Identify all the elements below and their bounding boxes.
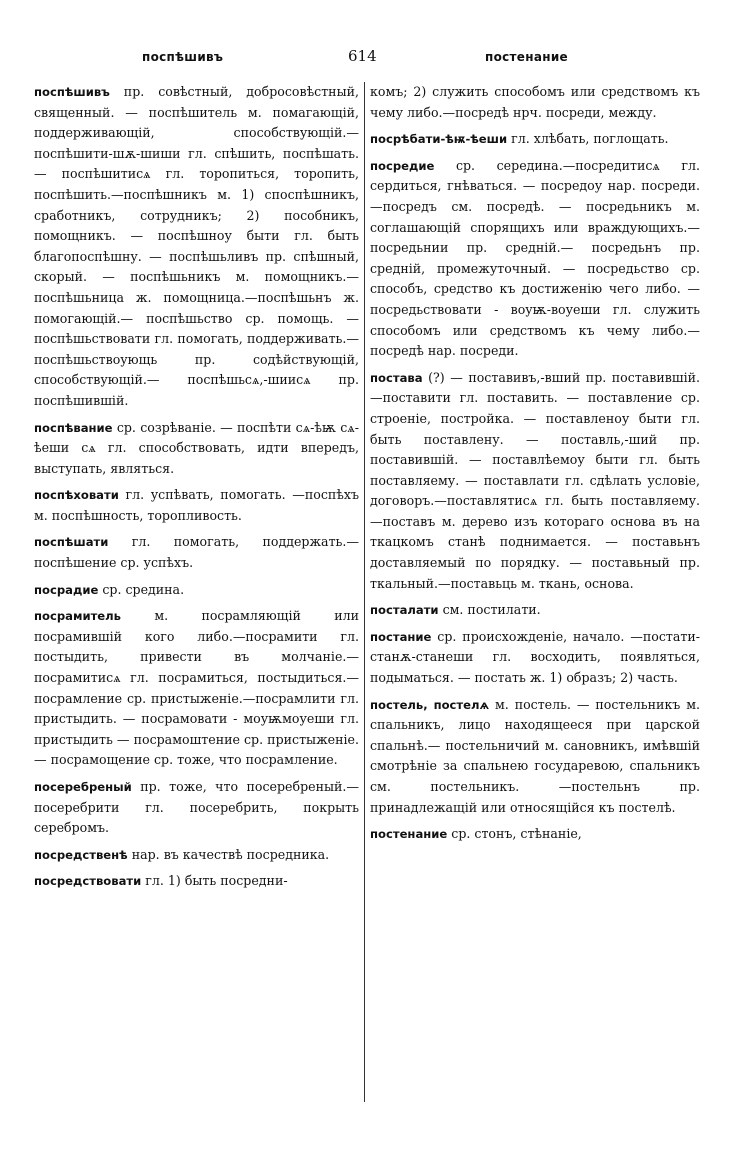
dictionary-entry — [370, 627, 700, 689]
entry-headword: посрѣбати-ѣѭ-ѣеши — [370, 132, 508, 147]
left-column — [34, 82, 359, 898]
dictionary-entry — [34, 418, 359, 480]
entry-headword: поспѣвание — [34, 420, 113, 435]
dictionary-entry — [34, 532, 359, 573]
dictionary-entry — [34, 485, 359, 526]
entry-headword: посредственѣ — [34, 847, 128, 862]
entry-definition: см. постилати. — [438, 602, 541, 618]
dictionary-entry — [370, 368, 700, 595]
page-number: 614 — [348, 47, 377, 65]
entry-definition: м. посрамляющій или посрамившій кого либо.—посрамити гл. постыдить, привести въ молчаніе.—посрамитисѧ гл. посрамиться, постыдиться.—посрамлениe ср. пристыженіе.—посрамлити гл. пристыдить. — посрамовати - моуѭмоуеши гл. пристыдить — посрамоштение ср. пристыженіе. — посрамощение ср. тоже, что посрамление. — [34, 608, 359, 768]
entry-definition: м. постель. — постельникъ м. спальникъ, лицо находящееся при царской спальнѣ.— постельничий м. сановникъ, имѣвшій смотрѣніе за спальнею государевою, спальникъ см. постельникъ. —постельнъ пр. принадлежащій или относящійся къ постелѣ. — [370, 696, 700, 815]
dictionary-entry — [370, 156, 700, 362]
entry-headword: постава — [370, 370, 423, 385]
entry-definition: комъ; 2) служить способомъ или средствомъ къ чему либо.—посредѣ нрч. посреди, между. — [370, 84, 700, 120]
dictionary-entry — [34, 871, 359, 892]
entry-headword: посталати — [370, 603, 439, 618]
entry-definition: гл. успѣвать, помогать. —поспѣхъ м. поспѣшность, торопливость. — [34, 487, 359, 523]
dictionary-entry — [370, 600, 700, 621]
entry-definition: нар. въ качествѣ посредника. — [127, 846, 330, 862]
entry-definition: ср. происхожденіе, начало. —постати-станѫ-станеши гл. восходить, появляться, подыматься. — постать ж. 1) образъ; 2) часть. — [370, 628, 700, 686]
entry-headword: поспѣшати — [34, 535, 109, 550]
entry-definition: гл. 1) быть посредни- — [141, 873, 288, 889]
dictionary-entry — [370, 129, 700, 150]
entry-headword: посеребреный — [34, 780, 132, 794]
entry-headword: поспѣховати — [34, 488, 119, 503]
right-column — [370, 82, 700, 851]
entry-definition: гл. помогать, поддержать.—поспѣшение ср. успѣхъ. — [34, 534, 359, 571]
dictionary-entry — [370, 695, 700, 819]
dictionary-entry — [370, 82, 700, 123]
entry-headword: поспѣшивъ — [34, 85, 110, 99]
running-head-left: поспѣшивъ — [142, 50, 224, 64]
entry-definition: (?) — поставивъ,-вший пр. поставившій.—поставити гл. поставить. — поставление ср. строеніе, постройка. — поставленоу быти гл. быть поставлену. — поставль,-ший пр. поставившій. — поставлѣемоу быти гл. быть поставляему. — поставлати гл. сдѣлать условіе, договоръ.—поставлятисѧ гл. быть поставляему.—поставъ м. дерево изъ котораго основа въ на ткацкомъ станѣ поднимается. — поставьнъ доставляемый по порядку. — поставьный пр. ткальный.—поставьць м. ткань, основа. — [370, 369, 700, 591]
entry-headword: постенание — [370, 827, 448, 842]
entry-headword: постель, постелѧ — [370, 697, 490, 712]
dictionary-entry — [34, 845, 359, 866]
entry-definition: ср. средина. — [98, 581, 185, 597]
page-header — [30, 47, 715, 74]
entry-headword: посредие — [370, 158, 435, 173]
entry-definition: ср. созрѣваніе. — поспѣти сѧ-ѣѭ сѧ-ѣеши сѧ гл. способствовать, идти впередъ, выступать, являться. — [34, 419, 359, 476]
dictionary-entry — [34, 82, 359, 412]
entry-definition: пр. тоже, что посеребреный.—посеребрити гл. посеребрить, покрыть серебромъ. — [34, 779, 359, 836]
entry-headword: посрамитель — [34, 609, 121, 624]
entry-definition: ср. стонъ, стѣнаніе, — [447, 826, 582, 842]
entry-definition: гл. хлѣбать, поглощать. — [507, 131, 669, 147]
column-divider — [364, 82, 365, 1102]
entry-headword: посрадие — [34, 582, 99, 597]
entry-headword: постание — [370, 629, 432, 644]
entry-definition: пр. совѣстный, добросовѣстный, священный. — поспѣшитель м. помагающій, поддерживающій, способствующій.—поспѣшити-шѫ-шиши гл. спѣшить, поспѣшать. — поспѣшитисѧ гл. торопиться, торопить, поспѣшить.—поспѣшникъ м. 1) споспѣшникъ, сработникъ, сотрудникъ; 2) пособникъ, помощникъ. — поспѣшноу быти гл. быть благопоспѣшну. — поспѣшьливъ пр. спѣшный, скорый. — поспѣшьникъ м. помощникъ.—поспѣшьница ж. помощница.—поспѣшьнъ ж. помогающій.— поспѣшьство ср. помощь. — поспѣшьствовати гл. помогать, поддерживать.—поспѣшьствоующь пр. содѣйствующій, способствующій.— поспѣшьсѧ,-шиисѧ пр. поспѣшившій. — [34, 84, 359, 408]
dictionary-entry — [34, 777, 359, 839]
entry-headword: посредствовати — [34, 874, 142, 889]
entry-definition: ср. середина.—посредитисѧ гл. сердиться, гнѣваться. — посредоу нар. посреди.—посредъ см. посредѣ. — посредьникъ м. соглашающій спорящихъ или враждующихъ.—посредьнии пр. средній.— посредьнъ пр. средній, промежуточный. — посредьство ср. способъ, средство къ достиженію чего либо. — посредьствовати - воуѭ-воуеши гл. служить способомъ или средствомъ къ чему либо.—посредѣ нар. посреди. — [370, 157, 700, 359]
running-head-right: постенание — [485, 50, 568, 64]
dictionary-entry — [34, 580, 359, 601]
dictionary-entry — [370, 824, 700, 845]
dictionary-entry — [34, 606, 359, 771]
